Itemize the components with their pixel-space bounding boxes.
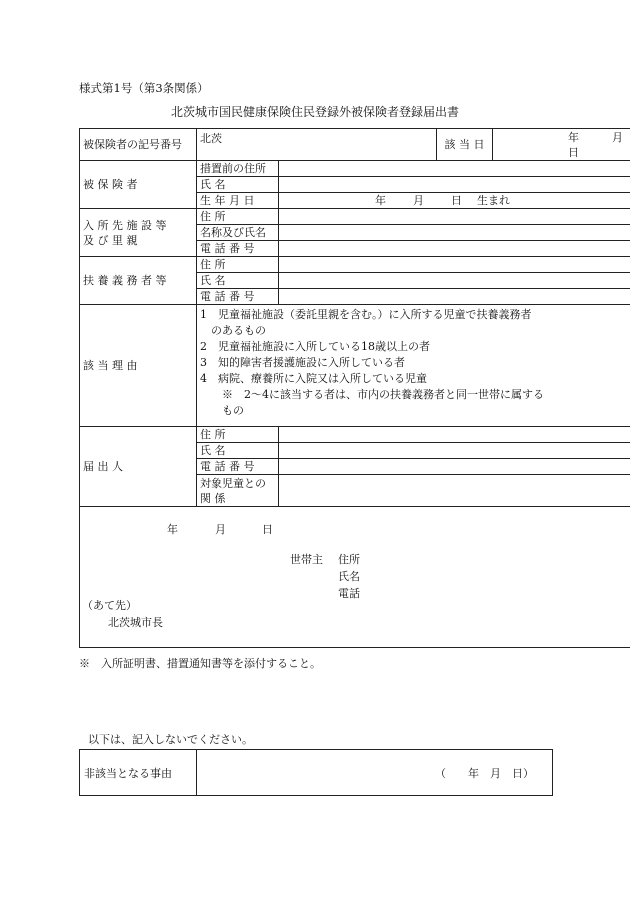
reason-options: [197, 305, 630, 427]
supporter-phone-field[interactable]: [279, 289, 630, 305]
reason-line-4[interactable]: 4 病院、療養所に入院又は入所している児童: [200, 372, 427, 385]
notifier-name-label: 氏 名: [197, 443, 279, 459]
insured-number-prefix: 北茨: [200, 132, 222, 145]
facility-name-label: 名称及び氏名: [197, 225, 279, 241]
facility-label-line2: 及 び 里 親: [83, 233, 138, 247]
notifier-phone-label: 電 話 番 号: [197, 459, 279, 475]
birth-month-unit: 月: [413, 194, 424, 207]
registration-form-table: [79, 128, 630, 648]
office-use-note: 以下は、記入しないでください。: [88, 733, 253, 746]
reason-note: ※ 2〜4に該当する者は、市内の扶養義務者と同一世帯に属する: [200, 388, 544, 401]
signature-block: [80, 507, 630, 648]
birth-year-unit: 年: [375, 194, 386, 207]
office-date: （ 年 月 日）: [435, 766, 534, 780]
birth-day-unit: 日: [451, 194, 462, 207]
non-applicable-reason-label: 非該当となる事由: [80, 750, 197, 796]
supporter-address-field[interactable]: [279, 257, 630, 273]
insured-number-label: 被保険者の記号番号: [80, 129, 197, 161]
birthdate-field[interactable]: [279, 193, 630, 209]
facility-label-line1: 入 所 先 施 設 等: [83, 218, 167, 232]
relation-field[interactable]: [279, 475, 630, 507]
supporter-name-field[interactable]: [279, 273, 630, 289]
household-head-label: 世帯主: [290, 553, 323, 566]
notifier-name-field[interactable]: [279, 443, 630, 459]
submit-year-unit: 年: [167, 523, 178, 536]
addressee-label: （あて先）: [82, 599, 137, 612]
insured-name-label: 氏 名: [197, 177, 279, 193]
reason-line-1[interactable]: 1 児童福祉施設（委託里親を含む。）に入所する児童で扶養義務者: [200, 308, 532, 321]
supporter-section-label: 扶 養 義 務 者 等: [80, 257, 197, 305]
facility-address-field[interactable]: [279, 209, 630, 225]
reason-line-1-cont: のあるもの: [200, 324, 266, 337]
facility-address-label: 住 所: [197, 209, 279, 225]
notifier-address-field[interactable]: [279, 427, 630, 443]
form-title: 北茨城市国民健康保険住民登録外被保険者登録届出書: [170, 105, 459, 119]
applicable-day-unit: 日: [568, 145, 580, 159]
facility-phone-field[interactable]: [279, 241, 630, 257]
head-address-label: 住所: [338, 553, 360, 566]
head-phone-label: 電話: [338, 587, 360, 600]
addressee: 北茨城市長: [108, 616, 163, 629]
reason-line-3[interactable]: 3 知的障害者援護施設に入所している者: [200, 356, 405, 369]
relation-label: [197, 475, 279, 507]
applicable-month-unit: 月: [612, 130, 624, 144]
attachment-note: ※ 入所証明書、措置通知書等を添付すること。: [79, 657, 321, 670]
supporter-address-label: 住 所: [197, 257, 279, 273]
form-number: 様式第1号（第3条関係）: [79, 81, 209, 95]
relation-label-line2: 関 係: [200, 491, 226, 505]
insured-section-label: [80, 161, 197, 209]
reason-line-2[interactable]: 2 児童福祉施設に入所している18歳以上の者: [200, 340, 430, 353]
office-use-table: [79, 749, 553, 796]
submit-month-unit: 月: [215, 523, 226, 536]
address-before-label: 措置前の住所: [197, 161, 279, 177]
insured-label-text: 被 保 険 者: [83, 178, 138, 191]
birth-suffix: 生まれ: [477, 194, 510, 207]
applicable-date-field[interactable]: [493, 129, 630, 161]
applicable-date-label: 該 当 日: [437, 129, 493, 161]
facility-name-field[interactable]: [279, 225, 630, 241]
reason-note-cont: もの: [200, 404, 244, 417]
supporter-name-label: 氏 名: [197, 273, 279, 289]
notifier-phone-field[interactable]: [279, 459, 630, 475]
notifier-address-label: 住 所: [197, 427, 279, 443]
notifier-section-label: 届 出 人: [80, 427, 197, 507]
relation-label-line1: 対象児童との: [200, 476, 266, 490]
non-applicable-reason-field[interactable]: [197, 750, 553, 796]
insured-name-field[interactable]: [279, 177, 630, 193]
head-name-label: 氏名: [338, 570, 360, 583]
reason-section-label: 該 当 理 由: [80, 305, 197, 427]
facility-phone-label: 電 話 番 号: [197, 241, 279, 257]
insured-number-field[interactable]: [197, 129, 437, 161]
submit-day-unit: 日: [262, 523, 273, 536]
facility-section-label: [80, 209, 197, 257]
birthdate-label: 生 年 月 日: [197, 193, 279, 209]
address-before-field[interactable]: [279, 161, 630, 177]
applicable-year-unit: 年: [568, 130, 580, 144]
supporter-phone-label: 電 話 番 号: [197, 289, 279, 305]
